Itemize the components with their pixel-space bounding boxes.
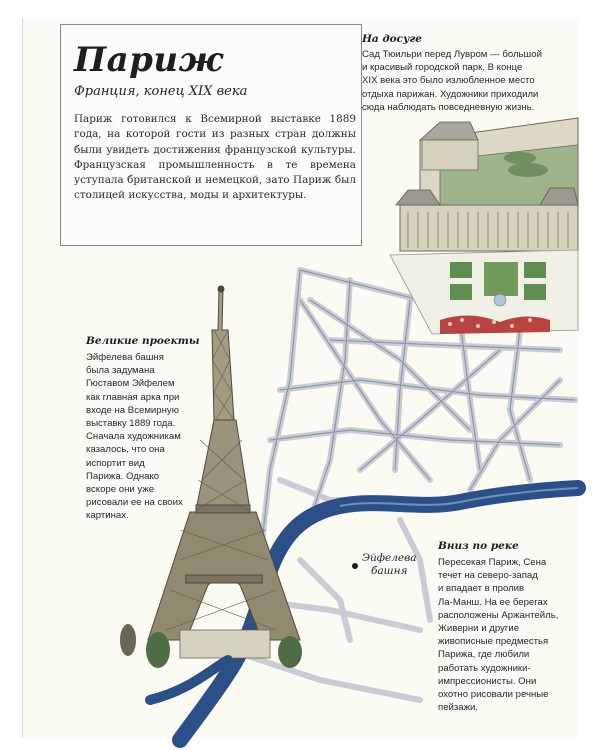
great-projects-line: казалось, что она	[86, 444, 165, 456]
great-projects-line: картинах.	[86, 510, 129, 522]
downstream-line: Живерни и другие	[438, 623, 520, 635]
downstream-line: живописные предместья	[438, 636, 549, 648]
leisure-line: отдыха парижан. Художники приходили	[362, 88, 539, 100]
downstream-line: расположены Аржантейль,	[438, 609, 559, 621]
great-projects-line: как главная арка при	[86, 391, 180, 403]
great-projects-line: была задумана	[86, 365, 155, 377]
eiffel-label-line: Эйфелева	[362, 552, 417, 564]
leisure-line: и красивый городской парк. В конце	[362, 62, 523, 74]
downstream-text	[438, 556, 558, 714]
eiffel-tower-map-label	[362, 552, 417, 578]
louvre-illustration	[390, 118, 578, 334]
intro-paragraph: Париж готовился к Всемирной выставке 1889 года, на которой гости из разных стран должны были увидеть достижения французской культуры. Французская промышленность в те времена уступала британской и немецкой, зато Париж был столицей искусства, моды и архитектуры.	[74, 113, 356, 202]
downstream-line: импрессионисты. Они	[438, 675, 537, 687]
great-projects-line: Эйфелева башня	[86, 352, 164, 363]
map-marker-dot	[352, 563, 358, 569]
great-projects-text	[86, 351, 183, 523]
downstream-line: Парижа, где любили	[438, 649, 530, 661]
great-projects-line: рисовали ее на своих	[86, 497, 183, 509]
downstream-line: Ла-Манш. На ее берегах	[438, 596, 548, 608]
downstream-line: и впадает в пролив	[438, 583, 525, 595]
leisure-line: сюда наблюдать повседневную жизнь.	[362, 101, 535, 113]
great-projects-line: входе на Всемирную	[86, 404, 179, 416]
page-subtitle: Франция, конец XIX века	[74, 84, 248, 99]
page-title: Париж	[74, 40, 224, 80]
leisure-text	[362, 48, 542, 114]
great-projects-line: Парижа. Однако	[86, 470, 160, 482]
eiffel-label-line: башня	[371, 565, 408, 577]
leisure-line: XIX века это было излюбленное место	[362, 75, 535, 87]
downstream-line: течет на северо-запад	[438, 570, 538, 582]
leisure-heading: На досуге	[362, 33, 422, 45]
great-projects-line: выставку 1889 года.	[86, 418, 176, 430]
great-projects-heading: Великие проекты	[86, 335, 200, 347]
great-projects-line: Гюставом Эйфелем	[86, 378, 175, 390]
great-projects-line: Сначала художникам	[86, 431, 181, 443]
great-projects-line: испортит вид	[86, 457, 145, 469]
leisure-line: Сад Тюильри перед Лувром — большой	[362, 49, 542, 60]
downstream-heading: Вниз по реке	[438, 540, 519, 552]
downstream-line: работать художники-	[438, 662, 531, 674]
downstream-line: пейзажи.	[438, 702, 479, 714]
great-projects-line: вскоре они уже	[86, 484, 155, 496]
downstream-line: Пересекая Париж, Сена	[438, 557, 547, 568]
downstream-line: охотно рисовали речные	[438, 689, 549, 701]
